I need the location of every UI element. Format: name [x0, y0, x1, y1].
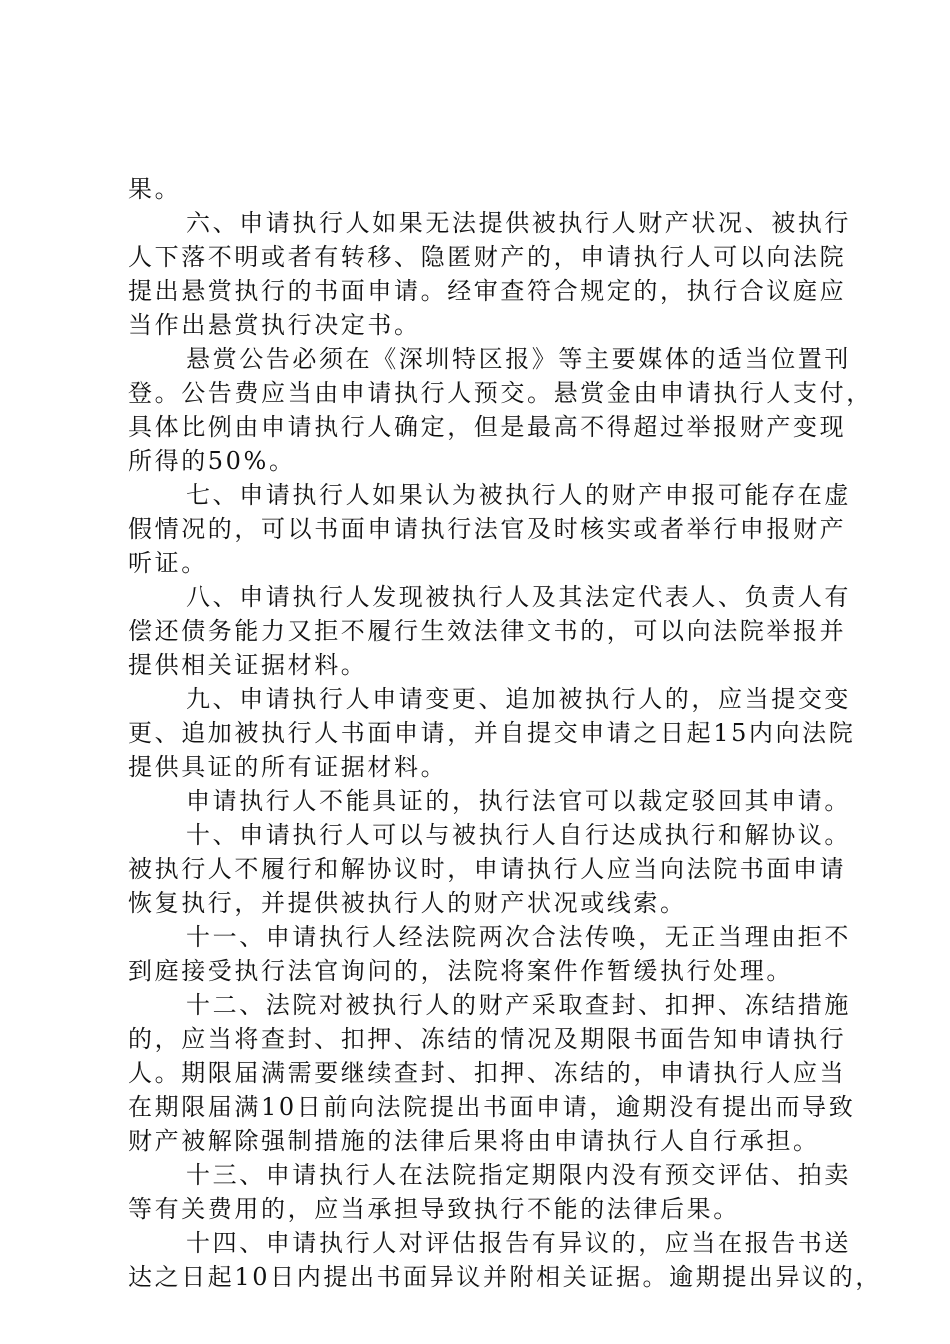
text-line: 到庭接受执行法官询问的，法院将案件作暂缓执行处理。	[128, 957, 793, 985]
text-line: 人下落不明或者有转移、隐匿财产的，申请执行人可以向法院	[128, 243, 847, 271]
text-line: 听证。	[128, 549, 208, 577]
text-line: 提供相关证据材料。	[128, 651, 368, 679]
text-line: 恢复执行，并提供被执行人的财产状况或线索。	[128, 889, 687, 917]
text-line: 假情况的，可以书面申请执行法官及时核实或者举行申报财产	[128, 515, 847, 543]
paragraph-11-start: 十一、申请执行人经法院两次合法传唤，无正当理由拒不	[186, 923, 851, 951]
text-line: 具体比例由申请执行人确定，但是最高不得超过举报财产变现	[128, 413, 847, 441]
text-line: 偿还债务能力又拒不履行生效法律文书的，可以向法院举报并	[128, 617, 847, 645]
text-line: 提出悬赏执行的书面申请。经审查符合规定的，执行合议庭应	[128, 277, 847, 305]
paragraph-9-start: 九、申请执行人申请变更、追加被执行人的，应当提交变	[186, 685, 851, 713]
text-line: 达之日起10日内提出书面异议并附相关证据。逾期提出异议的，	[128, 1263, 882, 1291]
text-line: 在期限届满10日前向法院提出书面申请，逾期没有提出而导致	[128, 1093, 856, 1121]
text-line: 当作出悬赏执行决定书。	[128, 311, 421, 339]
text-line: 果。	[128, 175, 182, 203]
paragraph-reward-notice-start: 悬赏公告必须在《深圳特区报》等主要媒体的适当位置刊	[186, 345, 851, 373]
paragraph-13-start: 十三、申请执行人在法院指定期限内没有预交评估、拍卖	[186, 1161, 851, 1189]
text-line: 提供具证的所有证据材料。	[128, 753, 448, 781]
paragraph-14-start: 十四、申请执行人对评估报告有异议的，应当在报告书送	[186, 1229, 851, 1257]
paragraph-10-start: 十、申请执行人可以与被执行人自行达成执行和解协议。	[186, 821, 851, 849]
text-line: 等有关费用的，应当承担导致执行不能的法律后果。	[128, 1195, 740, 1223]
text-line: 人。期限届满需要继续查封、扣押、冻结的，申请执行人应当	[128, 1059, 847, 1087]
text-line: 更、追加被执行人书面申请，并自提交申请之日起15内向法院	[128, 719, 856, 747]
paragraph-6-start: 六、申请执行人如果无法提供被执行人财产状况、被执行	[186, 209, 851, 237]
text-line: 被执行人不履行和解协议时，申请执行人应当向法院书面申请	[128, 855, 847, 883]
paragraph-7-start: 七、申请执行人如果认为被执行人的财产申报可能存在虚	[186, 481, 851, 509]
paragraph-9-supplement: 申请执行人不能具证的，执行法官可以裁定驳回其申请。	[186, 787, 851, 815]
paragraph-8-start: 八、申请执行人发现被执行人及其法定代表人、负责人有	[186, 583, 851, 611]
text-line: 所得的50%。	[128, 447, 296, 475]
document-page	[128, 172, 882, 1294]
text-line: 财产被解除强制措施的法律后果将由申请执行人自行承担。	[128, 1127, 820, 1155]
paragraph-12-start: 十二、法院对被执行人的财产采取查封、扣押、冻结措施	[186, 991, 851, 1019]
text-line: 的，应当将查封、扣押、冻结的情况及期限书面告知申请执行	[128, 1025, 847, 1053]
text-line: 登。公告费应当由申请执行人预交。悬赏金由申请执行人支付，	[128, 379, 873, 407]
